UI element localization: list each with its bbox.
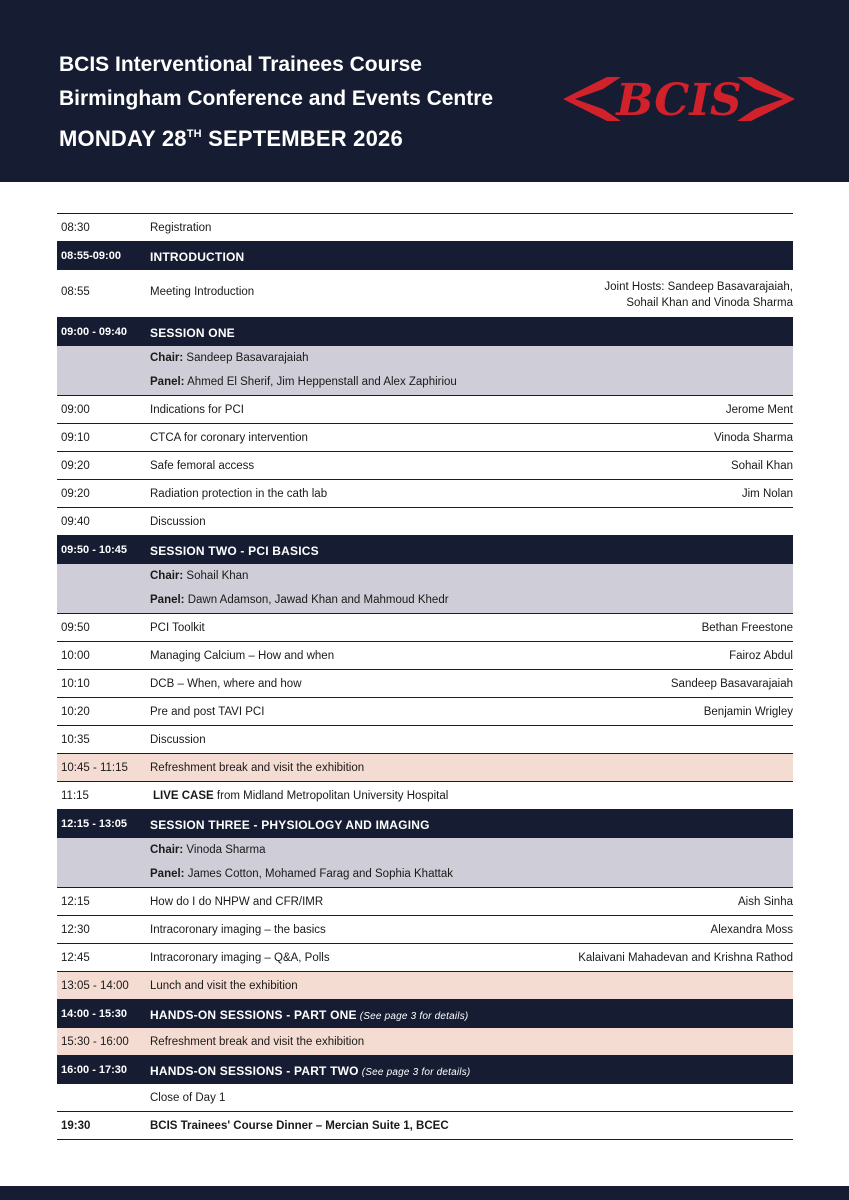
schedule-row: [57, 944, 793, 972]
section-header-session-two: [57, 536, 793, 564]
row-title: Intracoronary imaging – Q&A, Polls: [150, 952, 330, 964]
schedule-row: [57, 698, 793, 726]
panel-names: Ahmed El Sherif, Jim Heppenstall and Alex Zaphiriou: [184, 376, 457, 388]
panel-line: [150, 868, 453, 880]
chair-label: Chair:: [150, 570, 184, 582]
section-title: SESSION THREE - PHYSIOLOGY AND IMAGING: [150, 818, 430, 832]
row-time: 09:20: [61, 488, 90, 500]
chair-name: Vinoda Sharma: [183, 844, 266, 856]
chair-panel-session-two: [57, 564, 793, 614]
row-speaker: Bethan Freestone: [701, 622, 793, 634]
schedule-row-dinner: [57, 1112, 793, 1140]
row-title: Close of Day 1: [150, 1092, 226, 1104]
row-speaker: Aish Sinha: [738, 896, 793, 908]
break-row-refreshment: [57, 754, 793, 782]
chair-name: Sandeep Basavarajaiah: [183, 352, 309, 364]
schedule-row-close: [57, 1084, 793, 1112]
schedule-row: [57, 726, 793, 754]
row-time: 12:45: [61, 952, 90, 964]
row-time: 09:20: [61, 460, 90, 472]
row-title: How do I do NHPW and CFR/IMR: [150, 896, 324, 908]
row-time: 09:50: [61, 622, 90, 634]
chair-label: Chair:: [150, 352, 184, 364]
chair-panel-session-one: [57, 346, 793, 396]
row-speaker: [604, 279, 793, 311]
section-header-session-one: [57, 318, 793, 346]
course-title: BCIS Interventional Trainees Course: [59, 53, 422, 76]
section-note: (See page 3 for details): [356, 1011, 469, 1022]
section-header-hands-on-two: [57, 1056, 793, 1084]
row-title: Lunch and visit the exhibition: [150, 980, 298, 992]
row-time: 10:20: [61, 706, 90, 718]
schedule-row: [57, 480, 793, 508]
schedule-row-live-case: [57, 782, 793, 810]
section-time: 12:15 - 13:05: [61, 818, 128, 830]
panel-label: Panel:: [150, 868, 185, 880]
section-time: 09:50 - 10:45: [61, 544, 128, 556]
day-title: [59, 126, 403, 152]
row-time: 12:15: [61, 896, 90, 908]
live-case-location: from Midland Metropolitan University Hospital: [213, 790, 449, 802]
logo-text: BCIS: [616, 75, 742, 126]
row-time: 10:00: [61, 650, 90, 662]
schedule-row: [57, 508, 793, 536]
bcis-logo: [563, 71, 795, 127]
row-title: Registration: [150, 222, 212, 234]
row-speaker: Kalaivani Mahadevan and Krishna Rathod: [578, 952, 793, 964]
row-title: Radiation protection in the cath lab: [150, 488, 328, 500]
row-speaker: Sohail Khan: [730, 460, 793, 472]
row-title: Safe femoral access: [150, 460, 255, 472]
schedule-row-registration: [57, 214, 793, 242]
footer-bar: [0, 1186, 849, 1200]
logo-left-wing: [563, 77, 621, 121]
chair-panel-session-three: [57, 838, 793, 888]
schedule-row: [57, 670, 793, 698]
section-header-session-three: [57, 810, 793, 838]
section-header-introduction: [57, 242, 793, 270]
venue-title: Birmingham Conference and Events Centre: [59, 87, 494, 110]
break-row-refreshment-2: [57, 1028, 793, 1056]
row-time: 08:30: [61, 222, 90, 234]
day-title-sup: TH: [186, 128, 202, 140]
row-speaker: Vinoda Sharma: [713, 432, 793, 444]
row-title: [153, 790, 448, 802]
row-title: DCB – When, where and how: [150, 678, 302, 690]
section-title: [150, 1064, 470, 1078]
schedule-row-meeting-intro: [57, 270, 793, 318]
row-title: Meeting Introduction: [150, 286, 255, 298]
live-case-label: LIVE CASE: [153, 790, 214, 802]
panel-label: Panel:: [150, 376, 185, 388]
row-title: Refreshment break and visit the exhibition: [150, 1036, 365, 1048]
row-time: 09:10: [61, 432, 90, 444]
section-note: (See page 3 for details): [358, 1067, 471, 1078]
row-title: PCI Toolkit: [150, 622, 205, 634]
schedule-row: [57, 452, 793, 480]
chair-line: [150, 570, 248, 582]
break-row-lunch: [57, 972, 793, 1000]
row-speaker: Fairoz Abdul: [729, 650, 793, 662]
speaker-line-1: Joint Hosts: Sandeep Basavarajaiah,: [604, 281, 793, 293]
row-title: Refreshment break and visit the exhibition: [150, 762, 365, 774]
day-title-suffix: SEPTEMBER 2026: [201, 126, 403, 151]
schedule-row: [57, 916, 793, 944]
chair-line: [150, 844, 266, 856]
row-speaker: Sandeep Basavarajaiah: [670, 678, 793, 690]
schedule-row: [57, 642, 793, 670]
section-title-text: HANDS-ON SESSIONS - PART TWO: [150, 1064, 359, 1078]
row-speaker: Alexandra Moss: [710, 924, 793, 936]
panel-line: [150, 376, 457, 388]
section-title: [150, 1008, 468, 1022]
section-time: 16:00 - 17:30: [61, 1064, 128, 1076]
row-time: 10:10: [61, 678, 90, 690]
schedule-row: [57, 396, 793, 424]
row-title: Discussion: [150, 516, 206, 528]
row-time: 13:05 - 14:00: [61, 980, 129, 992]
schedule-row: [57, 888, 793, 916]
logo-right-wing: [737, 77, 795, 121]
section-title: SESSION ONE: [150, 326, 235, 340]
row-time: 09:40: [61, 516, 90, 528]
schedule-row: [57, 614, 793, 642]
row-speaker: Benjamin Wrigley: [703, 706, 793, 718]
row-time: 09:00: [61, 404, 90, 416]
panel-label: Panel:: [150, 594, 185, 606]
row-time: 10:45 - 11:15: [61, 762, 128, 774]
row-title: Discussion: [150, 734, 206, 746]
panel-line: [150, 594, 449, 606]
section-title: SESSION TWO - PCI BASICS: [150, 544, 319, 558]
row-time: 12:30: [61, 924, 90, 936]
schedule-table: [57, 213, 793, 1140]
section-title: INTRODUCTION: [150, 250, 245, 264]
row-title: Intracoronary imaging – the basics: [150, 924, 326, 936]
row-time: 15:30 - 16:00: [61, 1036, 129, 1048]
row-speaker: Jim Nolan: [741, 488, 793, 500]
row-title: Managing Calcium – How and when: [150, 650, 335, 662]
row-time: 11:15: [61, 790, 89, 802]
speaker-line-2: Sohail Khan and Vinoda Sharma: [626, 297, 793, 309]
row-time: 10:35: [61, 734, 90, 746]
section-header-hands-on-one: [57, 1000, 793, 1028]
page-header: [0, 0, 849, 182]
section-time: 14:00 - 15:30: [61, 1008, 128, 1020]
row-title: CTCA for coronary intervention: [150, 432, 308, 444]
day-title-prefix: MONDAY 28: [59, 126, 187, 151]
panel-names: Dawn Adamson, Jawad Khan and Mahmoud Khedr: [184, 594, 449, 606]
chair-line: [150, 352, 309, 364]
row-title: BCIS Trainees' Course Dinner – Mercian Suite 1, BCEC: [150, 1120, 449, 1132]
schedule-row: [57, 424, 793, 452]
section-time: 09:00 - 09:40: [61, 326, 128, 338]
row-time: 19:30: [61, 1120, 91, 1132]
row-title: Indications for PCI: [150, 404, 244, 416]
chair-label: Chair:: [150, 844, 184, 856]
panel-names: James Cotton, Mohamed Farag and Sophia Khattak: [184, 868, 454, 880]
chair-name: Sohail Khan: [183, 570, 249, 582]
row-speaker: Jerome Ment: [725, 404, 793, 416]
section-title-text: HANDS-ON SESSIONS - PART ONE: [150, 1008, 357, 1022]
section-time: 08:55-09:00: [61, 250, 121, 262]
row-time: 08:55: [61, 286, 90, 298]
row-title: Pre and post TAVI PCI: [150, 706, 265, 718]
